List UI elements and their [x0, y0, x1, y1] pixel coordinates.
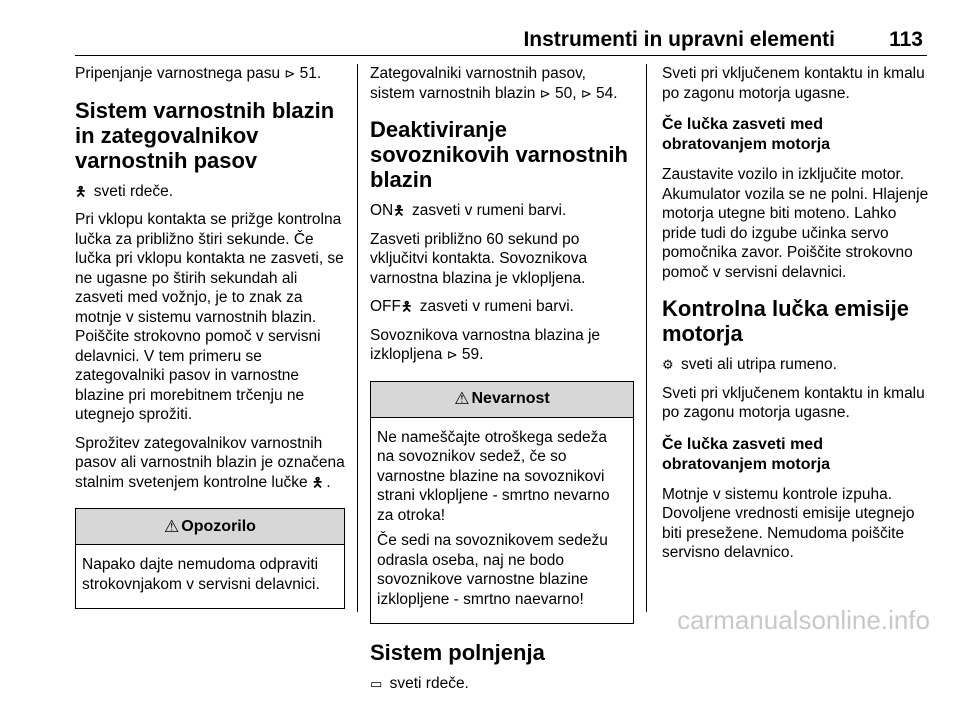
off-label: OFF [370, 298, 401, 315]
off-body: Sovoznikova varnostna blazina je izklopljena [370, 326, 601, 363]
watermark: carmanualsonline.info [677, 605, 930, 635]
danger-box [370, 381, 634, 625]
danger-title: Nevarnost [471, 390, 550, 408]
body-text: Sprožitev zategovalnikov varnostnih pasov ali varnostnih blazin je označena stalnim svetenjem kontrolne lučke [75, 434, 345, 491]
page-ref: 51. [299, 65, 322, 82]
warning-triangle-icon: ⚠ [164, 516, 180, 536]
engine-icon: ⚙ [662, 357, 674, 372]
warning-header [76, 509, 344, 545]
page-header [75, 26, 927, 56]
page-ref: 59. [461, 346, 484, 363]
warning-body [76, 545, 344, 608]
danger-header [371, 382, 633, 418]
body-paragraph [75, 434, 345, 493]
intro-text: Zategovalniki varnostnih pasov, sistem varnostnih blazin [370, 65, 586, 102]
on-label: ON [370, 202, 394, 219]
column-divider [357, 64, 358, 612]
subsection-title: Če lučka zasveti med obratovanjem motorja [662, 435, 831, 473]
page-ref: 54. [596, 84, 618, 102]
danger-body [371, 418, 633, 624]
body-paragraph [370, 326, 634, 365]
danger-text: Če sedi na sovoznikovem sedežu odrasla oseba, naj ne bodo sovoznikove varnostne blazine izklopljene - smrtno naevarno! [377, 532, 608, 608]
column-divider [646, 64, 647, 612]
airbag-off-icon: 🯅 [401, 299, 413, 314]
column-2 [370, 64, 634, 703]
page-ref-icon: ⊳ [446, 347, 458, 362]
intro-paragraph [370, 64, 634, 103]
status-line [370, 674, 634, 694]
airbag-warning-icon: 🯅 [311, 474, 324, 490]
on-text: zasveti v rumeni barvi. [412, 202, 567, 219]
on-status-line [370, 201, 634, 221]
section-title-passenger-airbag: Deaktiviranje sovoznikovih varnostnih blazin [370, 117, 628, 192]
status-line [662, 355, 930, 375]
intro-paragraph [75, 64, 345, 84]
off-text: zasveti v rumeni barvi. [419, 298, 574, 315]
warning-triangle-icon: ⚠ [454, 389, 470, 409]
intro-text: Pripenjanje varnostnega pasu [75, 65, 281, 82]
page-number: 113 [889, 28, 923, 51]
off-status-line [370, 297, 634, 317]
header-title: Instrumenti in upravni elementi [523, 28, 835, 51]
section-title-airbag: Sistem varnostnih blazin in zategovalnikov varnostnih pasov [75, 97, 335, 173]
danger-text: Ne nameščajte otroškega sedeža na sovoznikov sedež, če so varnostne blazine na sovoznikovi strani vklopljene - smrtno nevarno za otroka! [377, 428, 610, 524]
page-ref-icon: ⊳ [580, 85, 592, 101]
body-paragraph: Zaustavite vozilo in izključite motor. Akumulator vozila se ne polni. Hlajenje motorja utegne biti moteno. Lahko pride tudi do izgube učinka servo pomočnika zavor. Poiščite strokovno pomoč v servisni delavnici. [662, 166, 929, 281]
intro-paragraph: Sveti pri vključenem kontaktu in kmalu po zagonu motorja ugasne. [662, 65, 925, 102]
body-paragraph: Pri vklopu kontakta se prižge kontrolna lučka za približno štiri sekunde. Če lučka pri vklopu kontakta ne zasveti, se ne ugasne po štirih sekundah ali zasveti med vožnjo, je to znak za motnje v sistemu varnostnih blazin. Poiščite strokovno pomoč v servisni delavnici. V tem primeru se zategovalniki pasov in varnostne blazine pri morebitnem trčenju ne utegnejo sprožiti. [75, 211, 344, 423]
status-text: sveti rdeče. [389, 675, 469, 692]
column-1 [75, 64, 345, 625]
column-3 [662, 64, 930, 572]
body-paragraph: Motnje v sistemu kontrole izpuha. Dovoljene vrednosti emisije utegnejo biti presežene. Nemudoma poiščite servisno delavnico. [662, 485, 915, 561]
section-title-charging: Sistem polnjenja [370, 640, 545, 665]
page-ref: 50, [554, 84, 577, 102]
body-text-end: . [326, 473, 331, 491]
warning-text: Napako dajte nemudoma odpraviti strokovnjakom v servisni delavnici. [82, 556, 320, 593]
airbag-warning-icon: 🯅 [75, 183, 87, 199]
body-paragraph: Sveti pri vključenem kontaktu in kmalu po zagonu motorja ugasne. [662, 384, 925, 421]
airbag-on-icon: 🯅 [393, 203, 405, 218]
section-title-emission: Kontrolna lučka emisije motorja [662, 296, 909, 346]
status-line [75, 182, 345, 202]
warning-title: Opozorilo [181, 517, 256, 535]
status-text: sveti ali utripa rumeno. [680, 356, 837, 373]
page-ref-icon: ⊳ [539, 85, 551, 101]
status-text: sveti rdeče. [93, 182, 174, 200]
page-ref-icon: ⊳ [284, 66, 296, 81]
body-paragraph: Zasveti približno 60 sekund po vključitvi kontakta. Sovoznikova varnostna blazina je vklopljena. [370, 230, 588, 287]
warning-box [75, 508, 345, 609]
subsection-title: Če lučka zasveti med obratovanjem motorja [662, 116, 831, 153]
battery-icon: ▭ [370, 676, 383, 691]
